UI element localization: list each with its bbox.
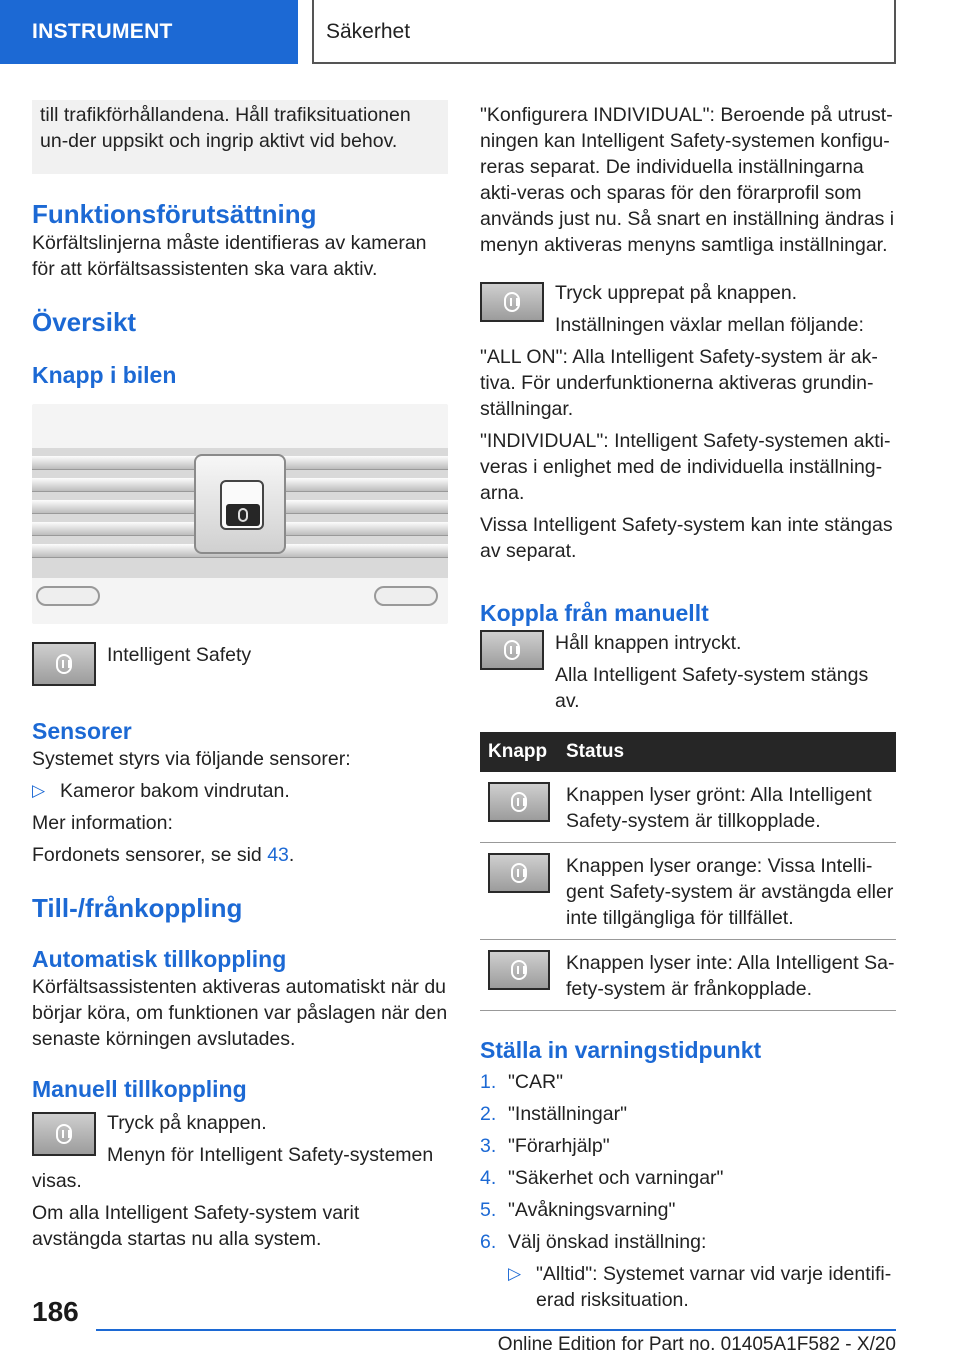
sub-bullet bbox=[508, 1261, 896, 1313]
icon-caption-row bbox=[32, 642, 448, 686]
step-text: "Förarhjälp" bbox=[508, 1135, 610, 1157]
intelligent-safety-icon bbox=[488, 853, 550, 893]
step-number: 5. bbox=[480, 1199, 497, 1221]
note-box bbox=[32, 100, 448, 174]
note-text: till trafikförhållandena. Håll trafiksituationen un-der uppsikt och ingrip aktivt vid behov. bbox=[40, 104, 411, 152]
step-text: "Säkerhet och varningar" bbox=[508, 1167, 724, 1189]
page-link-43[interactable]: 43 bbox=[267, 844, 289, 866]
table-row bbox=[480, 772, 896, 843]
heading-manual-on: Manuell tillkoppling bbox=[32, 1076, 247, 1102]
list-item bbox=[480, 1197, 896, 1223]
heading-button-in-car: Knapp i bilen bbox=[32, 362, 177, 388]
sensor-bullet bbox=[32, 778, 448, 804]
sensor-bullet-text: Kameror bakom vindrutan. bbox=[60, 780, 290, 802]
heading-sensors: Sensorer bbox=[32, 718, 132, 744]
manual-step-3: Om alla Intelligent Safety-system varit avstängda startas nu alla system. bbox=[32, 1202, 360, 1250]
step-number: 6. bbox=[480, 1231, 497, 1253]
individual-text: "INDIVIDUAL": Intelligent Safety-systemen akti-veras i enlighet med de individuella inställning-arna. bbox=[480, 430, 891, 504]
step-number: 3. bbox=[480, 1135, 497, 1157]
status-table bbox=[480, 732, 896, 1011]
status-cell: Knappen lyser orange: Vissa Intelli-gent Safety-system är avstängda eller inte tillgängliga för tillfället. bbox=[558, 843, 896, 940]
triangle-right-icon: ▷ bbox=[508, 1264, 522, 1283]
heading-auto-on: Automatisk tillkoppling bbox=[32, 946, 287, 972]
intelligent-safety-icon bbox=[480, 282, 544, 322]
car-button-photo bbox=[32, 404, 448, 624]
step-number: 4. bbox=[480, 1167, 497, 1189]
intelligent-safety-button-icon bbox=[226, 504, 260, 526]
sensor-reference bbox=[32, 842, 448, 868]
footer-edition: Online Edition for Part no. 01405A1F582 - X/20 bbox=[497, 1334, 896, 1355]
heading-on-off: Till-/frånkoppling bbox=[32, 893, 243, 923]
step-number: 1. bbox=[480, 1071, 497, 1093]
ref-end: . bbox=[288, 844, 295, 866]
chapter-tab: INSTRUMENT bbox=[0, 0, 298, 64]
list-item bbox=[480, 1229, 896, 1255]
manual-on-row bbox=[32, 1110, 448, 1168]
table-row bbox=[480, 843, 896, 940]
intelligent-safety-icon bbox=[32, 642, 96, 686]
list-item bbox=[480, 1069, 896, 1095]
button-housing bbox=[194, 454, 286, 554]
list-item bbox=[480, 1133, 896, 1159]
heading-manual-off: Koppla från manuellt bbox=[480, 600, 709, 626]
step-text: Välj önskad inställning: bbox=[508, 1231, 707, 1253]
step-text: "Avåkningsvarning" bbox=[508, 1199, 676, 1221]
table-row bbox=[480, 940, 896, 1011]
repeat-step-2: Inställningen växlar mellan följande: bbox=[555, 314, 864, 336]
auto-text: Körfältsassistenten aktiveras automatiskt när du börjar köra, om funktionen var påslagen när den senaste körningen avslutades. bbox=[32, 976, 448, 1050]
step-number: 2. bbox=[480, 1103, 497, 1125]
heading-function-requirements: Funktionsförutsättning bbox=[32, 199, 317, 229]
list-item bbox=[480, 1165, 896, 1191]
page-number: 186 bbox=[32, 1296, 79, 1327]
triangle-right-icon: ▷ bbox=[32, 781, 46, 800]
off-step-1: Håll knappen intryckt. bbox=[555, 632, 742, 654]
step-text: "CAR" bbox=[508, 1071, 564, 1093]
intelligent-safety-icon bbox=[488, 782, 550, 822]
some-off-text: Vissa Intelligent Safety-system kan inte stängas av separat. bbox=[480, 514, 893, 562]
repeat-step-1: Tryck upprepat på knappen. bbox=[555, 282, 798, 304]
footer-rule bbox=[96, 1329, 896, 1331]
status-cell: Knappen lyser grönt: Alla Intelligent Safety-system är tillkopplade. bbox=[558, 772, 896, 843]
intelligent-safety-icon bbox=[488, 950, 550, 990]
manual-step-2b: visas. bbox=[32, 1170, 82, 1192]
col-header-button: Knapp bbox=[480, 732, 558, 772]
status-cell: Knappen lyser inte: Alla Intelligent Sa-fety-system är frånkopplade. bbox=[558, 940, 896, 1011]
ref-text: Fordonets sensorer, se sid bbox=[32, 844, 268, 866]
right-column bbox=[480, 102, 896, 1313]
sub-bullet-text: "Alltid": Systemet varnar vid varje identifi-erad risksituation. bbox=[536, 1263, 892, 1311]
manual-step-1: Tryck på knappen. bbox=[107, 1112, 267, 1134]
repeat-row bbox=[480, 280, 896, 338]
section-title: Säkerhet bbox=[312, 0, 896, 64]
left-column bbox=[32, 102, 448, 1252]
intelligent-safety-icon bbox=[32, 1112, 96, 1156]
icon-caption: Intelligent Safety bbox=[107, 644, 252, 666]
heading-warning-time: Ställa in varningstidpunkt bbox=[480, 1037, 762, 1063]
func-text: Körfältslinjerna måste identifieras av kameran för att körfältsassistenten ska vara aktiv. bbox=[32, 232, 427, 280]
step-text: "Inställningar" bbox=[508, 1103, 627, 1125]
list-item bbox=[480, 1101, 896, 1127]
more-info: Mer information: bbox=[32, 812, 173, 834]
manual-off-row bbox=[480, 630, 896, 714]
heading-overview: Översikt bbox=[32, 307, 137, 337]
off-step-2: Alla Intelligent Safety-system stängs av. bbox=[555, 664, 869, 712]
all-on-text: "ALL ON": Alla Intelligent Safety-system är ak-tiva. För underfunktionerna aktiveras grundin-ställningar. bbox=[480, 346, 878, 420]
intelligent-safety-icon bbox=[480, 630, 544, 670]
col-header-status: Status bbox=[558, 732, 896, 772]
manual-step-2: Menyn för Intelligent Safety-systemen bbox=[107, 1144, 434, 1166]
sensors-text: Systemet styrs via följande sensorer: bbox=[32, 748, 351, 770]
config-text: "Konfigurera INDIVIDUAL": Beroende på utrust-ningen kan Intelligent Safety-systemen konfigu-reras separat. De individuella inställningarna akti-veras och sparas för den förarprofil som används just nu. Så snart en inställning ändras i menyn aktiveras menyns samtliga inställningar. bbox=[480, 104, 895, 256]
